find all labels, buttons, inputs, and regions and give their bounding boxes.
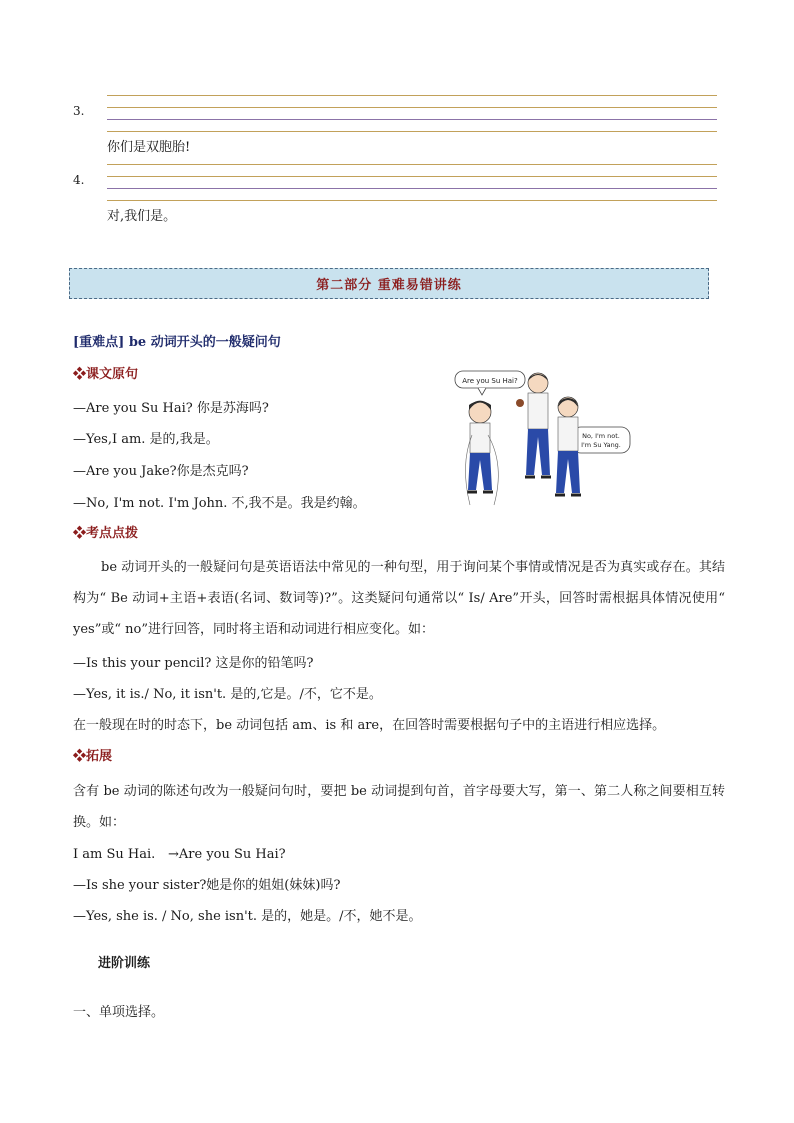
writing-line bbox=[107, 119, 717, 120]
writing-line bbox=[107, 95, 717, 96]
item-translation: 你们是双胞胎! bbox=[107, 140, 191, 155]
extension-example: I am Su Hai. bbox=[73, 847, 156, 862]
extension-example: →Are you Su Hai? bbox=[168, 847, 286, 862]
writing-line bbox=[107, 107, 717, 108]
item-number: 3. bbox=[73, 104, 85, 118]
section-banner bbox=[69, 268, 709, 299]
key-point-title: be 动词开头的一般疑问句 bbox=[124, 335, 281, 350]
dialogue-line: —Yes,I am. 是的,我是。 bbox=[73, 432, 219, 447]
girl-right-figure bbox=[555, 397, 581, 495]
section-label-extension: ❖拓展 bbox=[73, 749, 113, 764]
extension-example: —Yes, she is. / No, she isn't. 是的，她是。/不，她不是。 bbox=[73, 909, 422, 924]
banner-title: 第二部分 重难易错讲练 bbox=[316, 278, 462, 293]
tips-note: 在一般现在时的时态下，be 动词包括 am、is 和 are，在回答时需要根据句子中的主语进行相应选择。 bbox=[73, 718, 666, 733]
girl-left-figure bbox=[465, 401, 498, 505]
key-point-heading bbox=[73, 334, 281, 352]
diamond-bullet-icon: ❖ bbox=[73, 367, 87, 382]
boy-middle-figure bbox=[516, 373, 551, 477]
dialogue-illustration bbox=[450, 365, 640, 515]
dialogue-line: —No, I'm not. I'm John. 不,我不是。我是约翰。 bbox=[73, 496, 366, 511]
key-point-bracket: [重难点] bbox=[73, 335, 125, 350]
extension-example: —Is she your sister?她是你的姐姐(妹妹)吗? bbox=[73, 878, 341, 893]
diamond-bullet-icon: ❖ bbox=[73, 749, 87, 764]
item-number: 4. bbox=[73, 173, 85, 187]
section-single-choice: 一、单项选择。 bbox=[73, 1005, 165, 1020]
bubble-right-text-1: No, I'm not. bbox=[582, 432, 620, 440]
dialogue-line: —Are you Su Hai? 你是苏海吗? bbox=[73, 401, 269, 416]
tips-example: —Is this your pencil? 这是你的铅笔吗? bbox=[73, 656, 314, 671]
dialogue-line: —Are you Jake?你是杰克吗? bbox=[73, 464, 249, 479]
writing-line bbox=[107, 131, 717, 132]
advanced-training-title: 进阶训练 bbox=[98, 956, 151, 971]
writing-line bbox=[107, 164, 717, 165]
section-label-text-original: ❖课文原句 bbox=[73, 367, 139, 382]
writing-line bbox=[107, 188, 717, 189]
writing-line bbox=[107, 200, 717, 201]
extension-paragraph: 含有 be 动词的陈述句改为一般疑问句时，要把 be 动词提到句首，首字母要大写，第一、第二人称之间要相互转换。如： bbox=[73, 784, 725, 830]
tips-example: —Yes, it is./ No, it isn't. 是的,它是。/不，它不是。 bbox=[73, 687, 382, 702]
bubble-left-text: Are you Su Hai? bbox=[462, 377, 518, 385]
writing-line bbox=[107, 176, 717, 177]
tips-paragraph: be 动词开头的一般疑问句是英语语法中常见的一种句型，用于询问某个事情或情况是否为真实或存在。其结构为“ Be 动词+主语+表语(名词、数词等)?”。这类疑问句通常以“ Is/ Are”开头，回答时需根据具体情况使用“ yes”或“ no”进行回答，同时将主语和动词进行相应变化。如： bbox=[73, 560, 725, 637]
bubble-right-text-2: I'm Su Yang. bbox=[581, 441, 621, 449]
diamond-bullet-icon: ❖ bbox=[73, 526, 87, 541]
item-translation: 对,我们是。 bbox=[107, 209, 177, 224]
section-label-tips: ❖考点点拨 bbox=[73, 526, 139, 541]
